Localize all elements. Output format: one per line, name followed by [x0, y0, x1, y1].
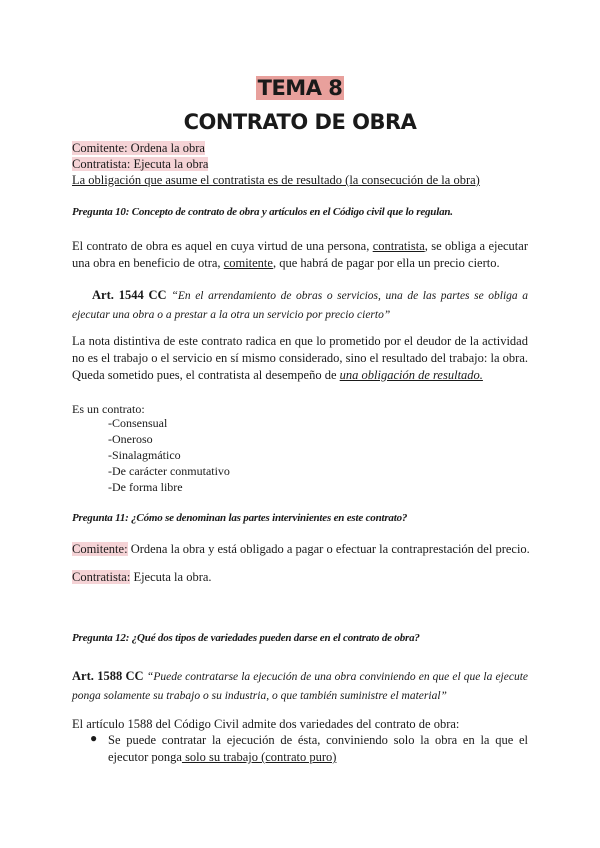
q10-paragraph-2: La nota distintiva de este contrato radica en que lo prometido por el deudor de la actividad no es el trabajo o el servicio en sí mismo considerado, sino el resultado del trabajo: la obra. Queda sometido pues, el contratista al desempeño de una obligación de resultado. — [72, 334, 528, 382]
question-11: Pregunta 11: ¿Cómo se denominan las partes intervinientes en este contrato? — [72, 512, 408, 524]
question-12: Pregunta 12: ¿Qué dos tipos de variedades pueden darse en el contrato de obra? — [72, 632, 420, 644]
intro-obligacion: La obligación que asume el contratista es de resultado (la consecución de la obra) — [72, 173, 480, 187]
q11-contratista: Contratista: Ejecuta la obra. — [72, 570, 212, 584]
article-1588-quote: Art. 1588 CC “Puede contratarse la ejecución de una obra conviniendo en que el que la ejecute ponga solamente su trabajo o su industria, o que también suministre el material” — [72, 669, 529, 702]
q11-comitente: Comitente: Ordena la obra y está obligado a pagar o efectuar la contraprestación del precio. — [72, 542, 530, 556]
q10-paragraph-1: El contrato de obra es aquel en cuya virtud de una persona, contratista, se obliga a ejecutar una obra en beneficio de otra, comitente, que habrá de pagar por ella un precio cierto. — [72, 239, 528, 270]
intro-contratista: Contratista: Ejecuta la obra — [72, 157, 209, 171]
list-item: -Oneroso — [108, 432, 153, 446]
q12-bullet-1: Se puede contratar la ejecución de ésta, conviniendo solo la obra en la que el ejecutor ponga solo su trabajo (contrato puro) — [108, 733, 528, 764]
list-item: -De forma libre — [108, 480, 183, 494]
article-1544-quote: Art. 1544 CC “En el arrendamiento de obras o servicios, una de las partes se obliga a ejecutar una obra o a prestar a la otra un servicio por precio cierto” — [72, 288, 529, 321]
bullet-icon: ● — [90, 731, 98, 745]
list-item: -Sinalagmático — [108, 448, 181, 462]
list-item: -De carácter conmutativo — [108, 464, 230, 478]
page-title: CONTRATO DE OBRA — [183, 110, 417, 134]
intro-comitente: Comitente: Ordena la obra — [72, 141, 205, 155]
list-item: -Consensual — [108, 416, 168, 430]
tema-heading: TEMA 8 — [257, 76, 343, 100]
contract-list-intro: Es un contrato: — [72, 402, 145, 416]
q12-paragraph-1: El artículo 1588 del Código Civil admite dos variedades del contrato de obra: — [72, 717, 460, 731]
question-10: Pregunta 10: Concepto de contrato de obra y artículos en el Código civil que lo regulan. — [72, 206, 453, 218]
